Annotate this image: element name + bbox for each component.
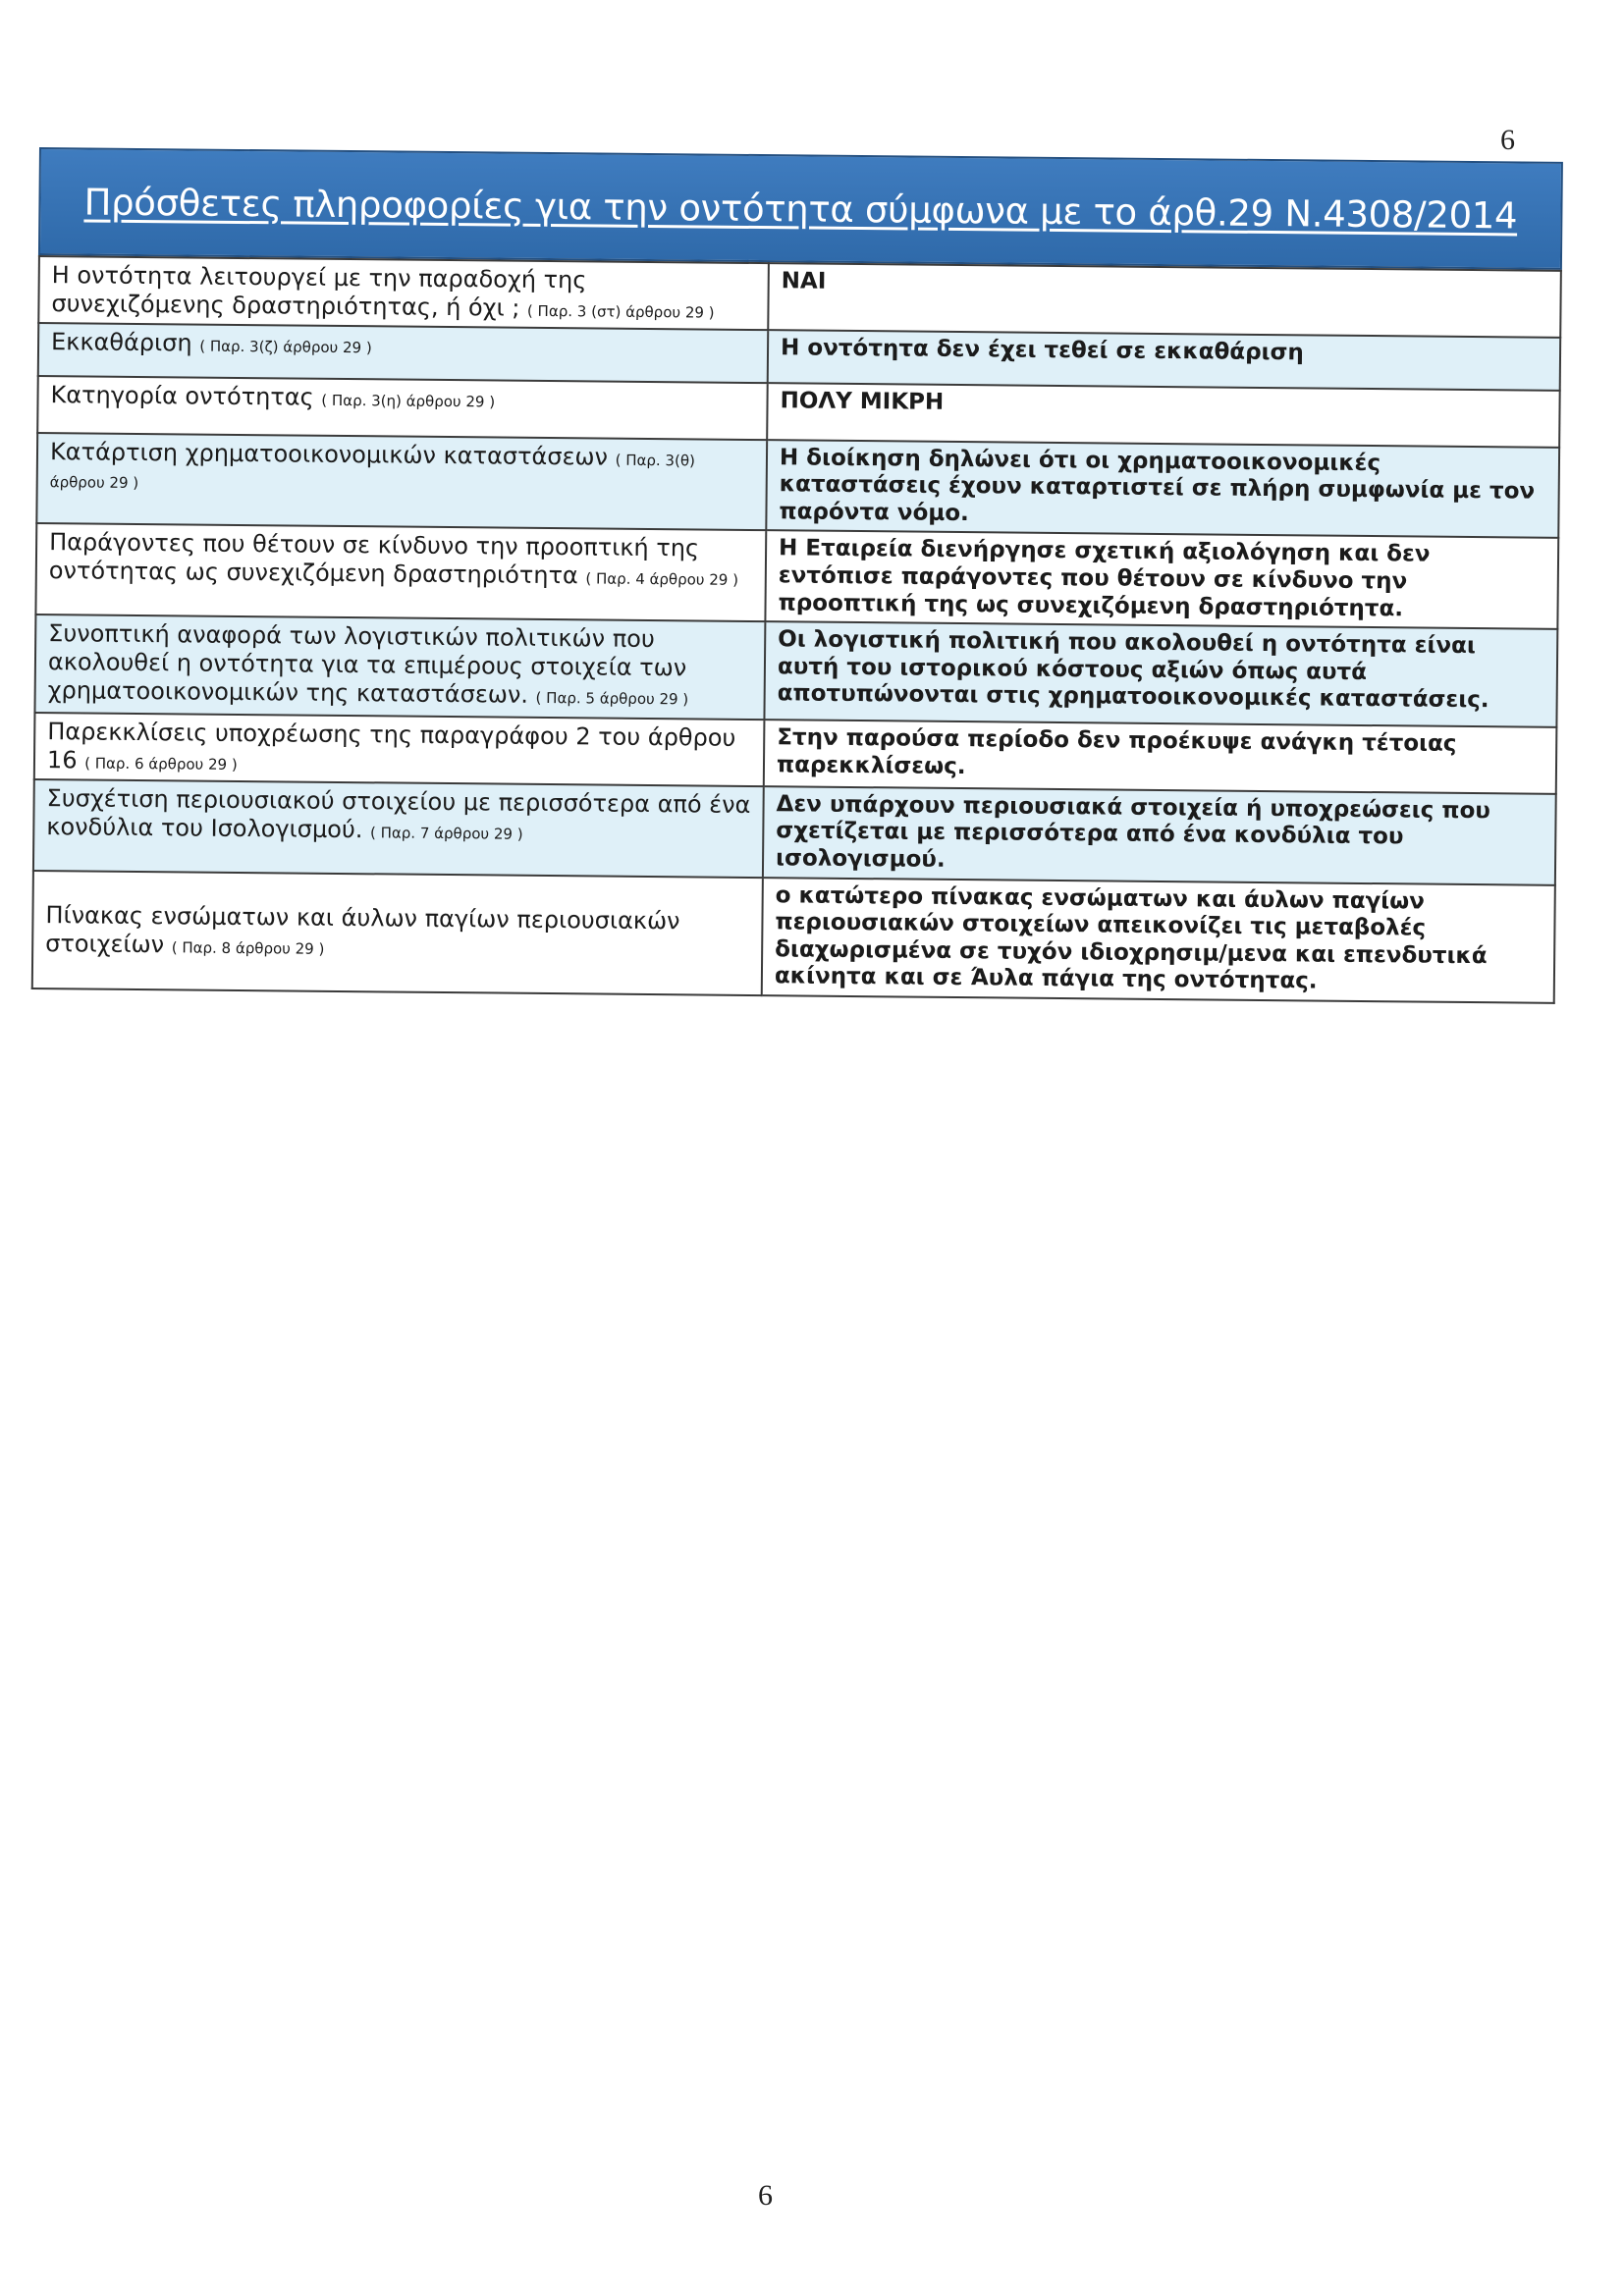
table-row: [35, 523, 1558, 629]
page-number-top: 6: [1500, 124, 1515, 156]
row-label: Η οντότητα λειτουργεί με την παραδοχή της συνεχιζόμενης δραστηριότητας, ή όχι ; ( Παρ. 3 (στ) άρθρου 29 ): [38, 256, 769, 330]
row-answer: Οι λογιστική πολιτική που ακολουθεί η οντότητα είναι αυτή του ιστορικού κόστους αξιών όπως αυτά αποτυπώνονται στις χρηματοοικονομικές καταστάσεις.: [764, 621, 1557, 727]
row-answer: Δεν υπάρχουν περιουσιακά στοιχεία ή υποχρεώσεις που σχετίζεται με περισσότερα από ένα κονδύλια του ισολογισμού.: [763, 786, 1556, 885]
row-label: Συσχέτιση περιουσιακού στοιχείου με περισσότερα από ένα κονδύλια του Ισολογισμού. ( Παρ. 7 άρθρου 29 ): [33, 779, 764, 878]
row-label: Παρεκκλίσεις υποχρέωσης της παραγράφου 2 του άρθρου 16 ( Παρ. 6 άρθρου 29 ): [34, 713, 765, 786]
page-number-bottom: 6: [758, 2179, 773, 2212]
info-table: [31, 255, 1562, 1004]
row-label: Κατηγορία οντότητας ( Παρ. 3(η) άρθρου 29 ): [37, 376, 768, 440]
row-label: Πίνακας ενσώματων και άυλων παγίων περιουσιακών στοιχείων ( Παρ. 8 άρθρου 29 ): [32, 871, 763, 996]
row-answer: Η οντότητα δεν έχει τεθεί σε εκκαθάριση: [768, 330, 1560, 391]
row-answer: ο κατώτερο πίνακας ενσώματων και άυλων παγίων περιουσιακών στοιχείων απεικονίζει τις μεταβολές διαχωρισμένα σε τυχόν ιδιοχρησιμ/μενα και επενδυτικά ακίνητα και σε Άυλα πάγια της οντότητας.: [762, 878, 1555, 1003]
row-answer: Στην παρούσα περίοδο δεν προέκυψε ανάγκη τέτοιας παρεκκλίσεως.: [764, 720, 1557, 793]
table-title: Πρόσθετες πληροφορίες για την οντότητα σύμφωνα με το άρθ.29 Ν.4308/2014: [83, 180, 1518, 237]
row-label: Συνοπτική αναφορά των λογιστικών πολιτικών που ακολουθεί η οντότητα για τα επιμέρους στοιχεία των χρηματοοικονομικών της καταστάσεων. ( Παρ. 5 άρθρου 29 ): [34, 614, 765, 720]
table-row: [34, 614, 1557, 727]
table-row: [33, 779, 1556, 885]
table-row: [32, 871, 1555, 1003]
row-answer: ΠΟΛΥ ΜΙΚΡΗ: [767, 383, 1560, 448]
table-title-bar: [38, 147, 1563, 270]
info-table-sheet: [31, 147, 1563, 1004]
row-label: Εκκαθάριση ( Παρ. 3(ζ) άρθρου 29 ): [38, 323, 768, 383]
row-answer: ΝΑΙ: [768, 263, 1561, 337]
row-answer: Η Εταιρεία διενήργησε σχετική αξιολόγηση και δεν εντόπισε παράγοντες που θέτουν σε κίνδυνο την προοπτική της ως συνεχιζόμενη δραστηριότητα.: [765, 530, 1558, 629]
row-label: Παράγοντες που θέτουν σε κίνδυνο την προοπτική της οντότητας ως συνεχιζόμενη δραστηριότητα ( Παρ. 4 άρθρου 29 ): [35, 523, 766, 621]
row-answer: Η διοίκηση δηλώνει ότι οι χρηματοοικονομικές καταστάσεις έχουν καταρτιστεί σε πλήρη συμφωνία με τον παρόντα νόμο.: [766, 440, 1559, 539]
table-row: [36, 433, 1559, 539]
row-label: Κατάρτιση χρηματοοικονομικών καταστάσεων ( Παρ. 3(θ) άρθρου 29 ): [36, 433, 767, 531]
